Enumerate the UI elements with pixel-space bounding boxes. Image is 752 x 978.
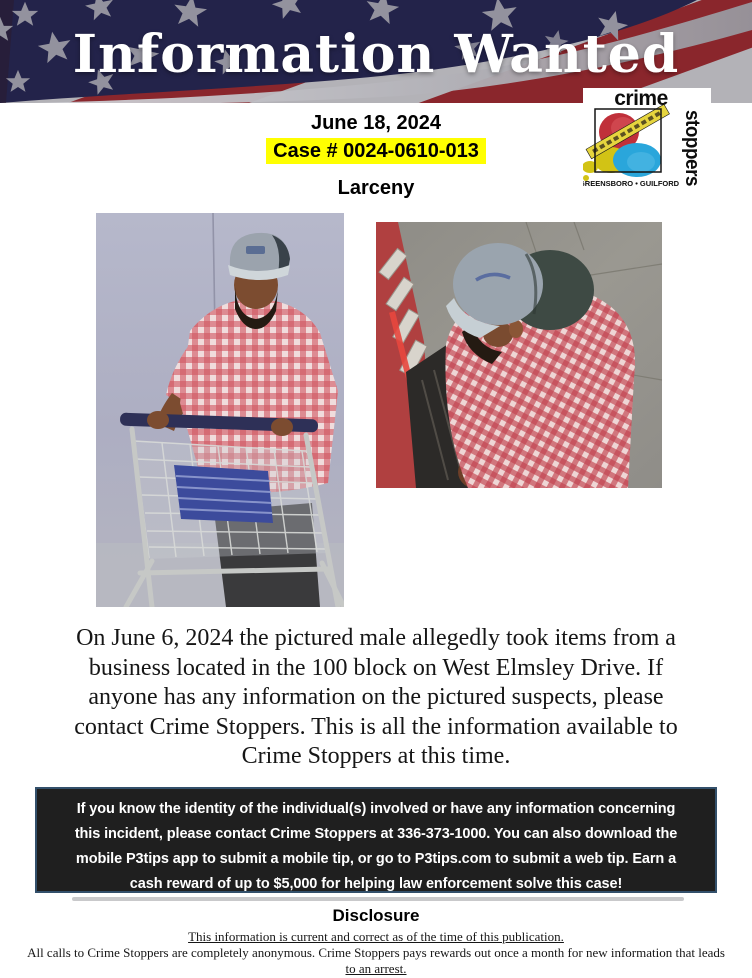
disclosure-line-1: This information is current and correct as of the time of this publication. — [188, 929, 564, 944]
section-divider — [72, 897, 684, 901]
logo-word-stoppers: stoppers — [681, 110, 703, 191]
incident-date: June 18, 2024 — [310, 112, 442, 134]
contact-line: mobile P3tips app to submit a mobile tip, or go to P3tips.com to submit a web tip. Earn a — [75, 851, 677, 867]
description-line: On June 6, 2024 the pictured male allegedly took items from a — [76, 625, 676, 651]
crime-type: Larceny — [337, 177, 415, 199]
contact-line: cash reward of up to $5,000 for helping law enforcement solve this case! — [129, 876, 623, 892]
disclosure-line-2: All calls to Crime Stoppers are completely anonymous. Crime Stoppers pays rewards out once a month for new information that leads — [27, 945, 725, 960]
suspect-photo-rear — [376, 222, 662, 488]
logo-word-crime: crime — [614, 88, 668, 110]
disclosure-line-3: to an arrest. — [345, 961, 407, 976]
description-line: contact Crime Stoppers. This is all the information available to — [74, 713, 678, 740]
suspect-photo-front-graphic — [96, 213, 344, 607]
disclosure-title: Disclosure — [332, 906, 420, 925]
case-number-highlight: Case # 0024-0610-013 — [266, 138, 486, 164]
description-line: business located in the 100 block on West Elmsley Drive. If — [88, 654, 664, 681]
suspect-photo-front — [96, 213, 344, 607]
case-number — [10, 140, 742, 163]
contact-line: this incident, please contact Crime Stoppers at 336-373-1000. You can also download the — [74, 826, 678, 842]
page-title: Information Wanted — [72, 24, 680, 85]
contact-info-box — [35, 787, 717, 893]
logo-location: GREENSBORO • GUILFORD — [583, 179, 680, 188]
suspect-photo-rear-graphic — [376, 222, 662, 488]
description-line: anyone has any information on the pictured suspects, please — [88, 684, 664, 710]
incident-description — [0, 624, 752, 772]
contact-line: If you know the identity of the individual(s) involved or have any information concerning — [76, 801, 676, 817]
description-line: Crime Stoppers at this time. — [241, 743, 511, 769]
